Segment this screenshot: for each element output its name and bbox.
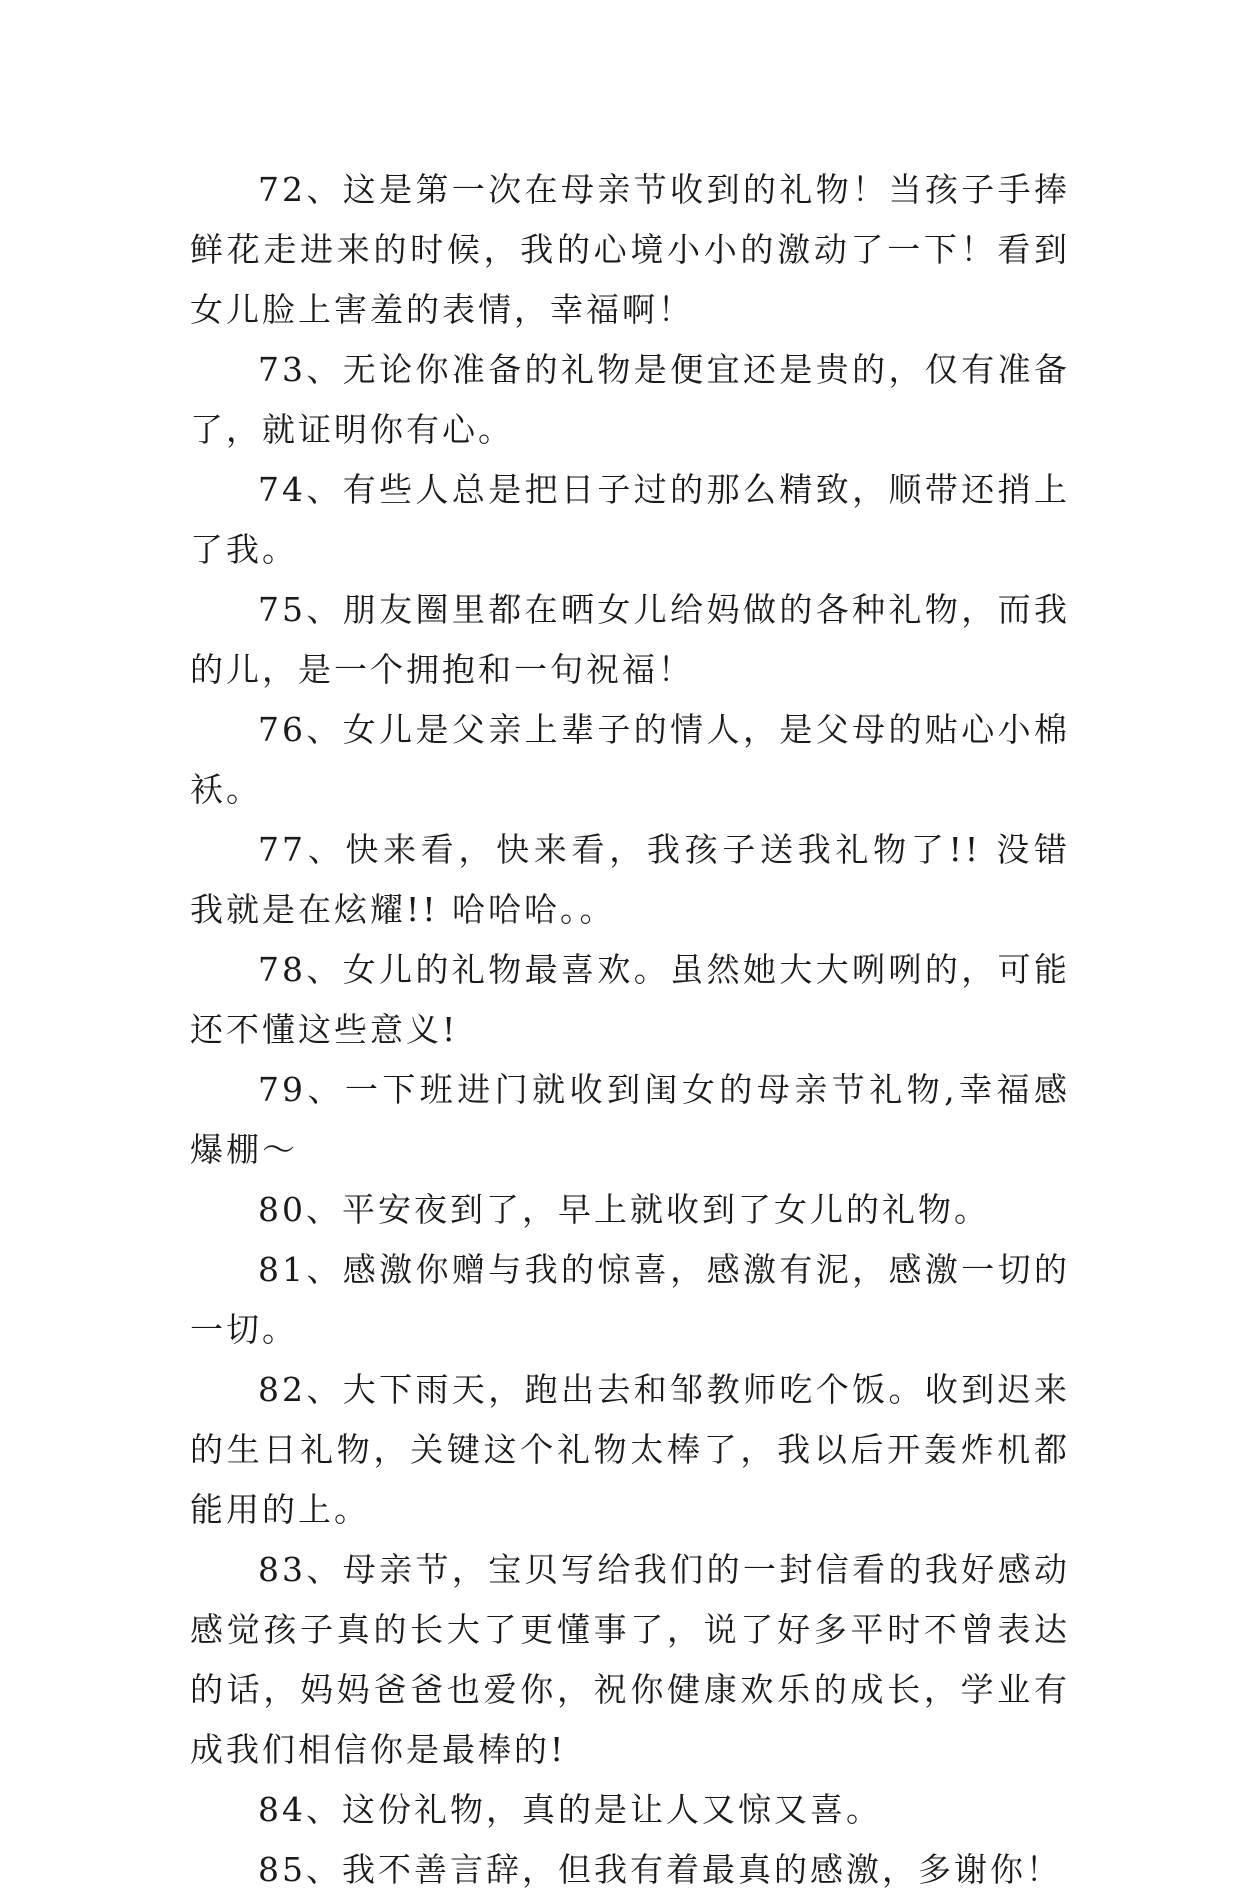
paragraph-74: 74、有些人总是把日子过的那么精致，顺带还捎上了我。	[190, 470, 1070, 569]
paragraph-84: 84、这份礼物，真的是让人又惊又喜。	[258, 1790, 882, 1829]
paragraph-81: 81、感激你赠与我的惊喜，感激有泥，感激一切的一切。	[190, 1250, 1070, 1349]
paragraph-75: 75、朋友圈里都在晒女儿给妈做的各种礼物，而我的儿，是一个拥抱和一句祝福！	[190, 590, 1070, 689]
paragraph-82: 82、大下雨天，跑出去和邹教师吃个饭。收到迟来的生日礼物，关键这个礼物太棒了，我以后开轰炸机都能用的上。	[190, 1370, 1070, 1529]
paragraph-78: 78、女儿的礼物最喜欢。虽然她大大咧咧的，可能还不懂这些意义!	[190, 950, 1070, 1049]
paragraph-76: 76、女儿是父亲上辈子的情人，是父母的贴心小棉袄。	[190, 710, 1070, 809]
paragraph-72: 72、这是第一次在母亲节收到的礼物！当孩子手捧鲜花走进来的时候，我的心境小小的激动了一下！看到女儿脸上害羞的表情，幸福啊！	[190, 170, 1070, 329]
paragraph-83: 83、母亲节，宝贝写给我们的一封信看的我好感动感觉孩子真的长大了更懂事了，说了好多平时不曾表达的话，妈妈爸爸也爱你，祝你健康欢乐的成长，学业有成我们相信你是最棒的!	[190, 1550, 1070, 1769]
paragraph-85: 85、我不善言辞，但我有着最真的感激，多谢你！	[258, 1850, 1062, 1889]
paragraph-77: 77、快来看，快来看，我孩子送我礼物了!! 没错我就是在炫耀!! 哈哈哈。。	[190, 830, 1070, 929]
document-body	[190, 160, 1070, 1900]
paragraph-73: 73、无论你准备的礼物是便宜还是贵的，仅有准备了，就证明你有心。	[190, 350, 1070, 449]
paragraph-80: 80、平安夜到了，早上就收到了女儿的礼物。	[258, 1190, 990, 1229]
paragraph-79: 79、一下班进门就收到闺女的母亲节礼物,幸福感爆棚～	[190, 1070, 1070, 1169]
